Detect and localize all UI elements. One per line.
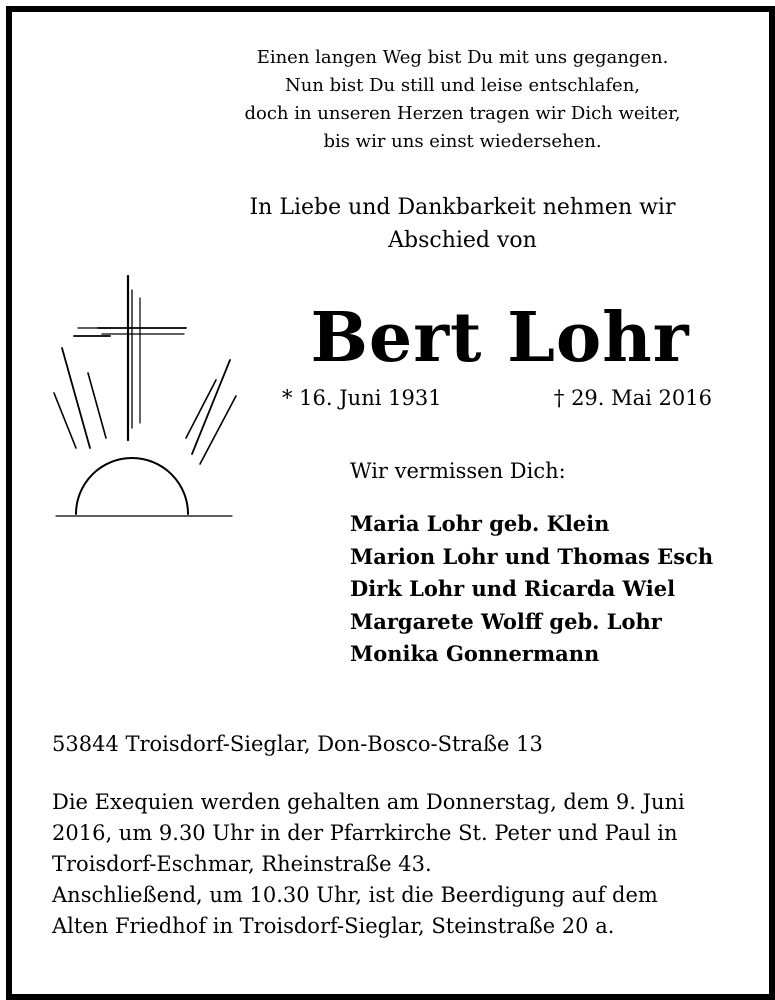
service-info-line: Troisdorf-Eschmar, Rheinstraße 43. bbox=[52, 852, 432, 876]
mourners-list bbox=[350, 508, 713, 671]
service-info-line: Alten Friedhof in Troisdorf-Sieglar, Steinstraße 20 a. bbox=[52, 914, 615, 938]
intro-line: In Liebe und Dankbarkeit nehmen wir bbox=[249, 195, 676, 220]
service-info-line: 2016, um 9.30 Uhr in der Pfarrkirche St. Peter und Paul in bbox=[52, 821, 678, 845]
service-info bbox=[52, 787, 722, 942]
poem bbox=[200, 44, 725, 156]
intro-line: Abschied von bbox=[388, 228, 537, 253]
poem-line: Einen langen Weg bist Du mit uns gegangen. bbox=[256, 47, 669, 68]
life-dates bbox=[282, 383, 712, 415]
poem-line: bis wir uns einst wiedersehen. bbox=[323, 131, 602, 152]
miss-you-line: Wir vermissen Dich: bbox=[350, 459, 566, 483]
mourner-name: Margarete Wolff geb. Lohr bbox=[350, 608, 662, 634]
birth-date: * 16. Juni 1931 bbox=[282, 386, 442, 410]
poem-line: Nun bist Du still und leise entschlafen, bbox=[284, 75, 641, 96]
service-info-line: Anschließend, um 10.30 Uhr, ist die Beerdigung auf dem bbox=[52, 883, 658, 907]
death-date: † 29. Mai 2016 bbox=[553, 386, 712, 410]
deceased-name: Bert Lohr bbox=[310, 298, 690, 378]
mourner-name: Maria Lohr geb. Klein bbox=[350, 511, 610, 536]
poem-line: doch in unseren Herzen tragen wir Dich weiter, bbox=[244, 103, 681, 124]
farewell-intro bbox=[200, 191, 725, 257]
mourner-name: Dirk Lohr und Ricarda Wiel bbox=[350, 576, 676, 601]
mourner-name: Monika Gonnermann bbox=[350, 641, 600, 666]
service-info-line: Die Exequien werden gehalten am Donnerstag, dem 9. Juni bbox=[52, 790, 685, 814]
family-address: 53844 Troisdorf-Sieglar, Don-Bosco-Straße 13 bbox=[52, 732, 543, 756]
mourner-name: Marion Lohr und Thomas Esch bbox=[350, 543, 714, 569]
crosses-and-rising-sun-icon bbox=[40, 268, 250, 528]
